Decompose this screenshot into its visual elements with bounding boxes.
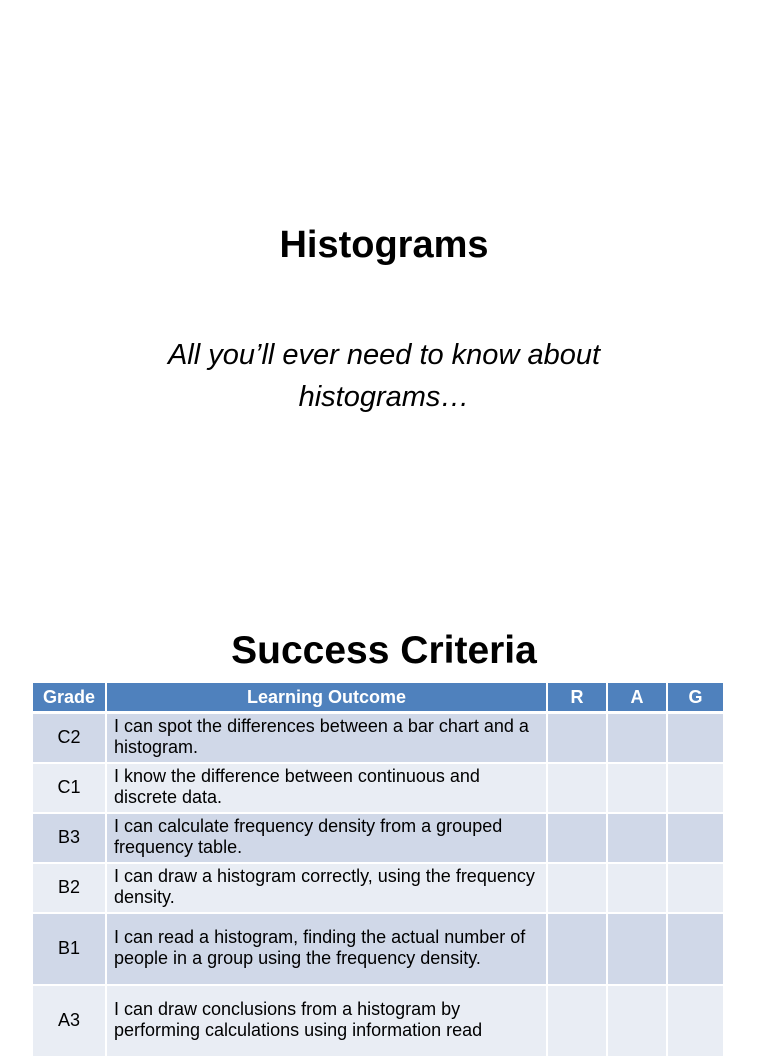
grade-cell: C2 bbox=[33, 713, 106, 763]
slide-subtitle: All you’ll ever need to know about histograms… bbox=[167, 339, 601, 413]
table-row bbox=[33, 863, 724, 913]
rag-r-cell bbox=[547, 813, 607, 863]
header-learning-outcome: Learning Outcome bbox=[106, 683, 547, 713]
rag-r-cell bbox=[547, 913, 607, 985]
outcome-cell: I can calculate frequency density from a grouped frequency table. bbox=[106, 813, 547, 863]
rag-a-cell bbox=[607, 985, 667, 1057]
outcome-cell: I can read a histogram, finding the actual number of people in a group using the frequency density. bbox=[106, 913, 547, 985]
rag-g-cell bbox=[667, 813, 724, 863]
table-row bbox=[33, 763, 724, 813]
slide-title: Histograms bbox=[279, 224, 489, 266]
table-row bbox=[33, 813, 724, 863]
grade-cell: B3 bbox=[33, 813, 106, 863]
rag-g-cell bbox=[667, 713, 724, 763]
header-g: G bbox=[667, 683, 724, 713]
rag-g-cell bbox=[667, 863, 724, 913]
rag-a-cell bbox=[607, 763, 667, 813]
table-row bbox=[33, 713, 724, 763]
rag-r-cell bbox=[547, 863, 607, 913]
table-row bbox=[33, 913, 724, 985]
outcome-cell: I can spot the differences between a bar chart and a histogram. bbox=[106, 713, 547, 763]
header-grade: Grade bbox=[33, 683, 106, 713]
header-r: R bbox=[547, 683, 607, 713]
rag-g-cell bbox=[667, 913, 724, 985]
table-header-row bbox=[33, 683, 724, 713]
rag-a-cell bbox=[607, 813, 667, 863]
rag-g-cell bbox=[667, 763, 724, 813]
rag-a-cell bbox=[607, 863, 667, 913]
outcome-cell: I can draw a histogram correctly, using the frequency density. bbox=[106, 863, 547, 913]
success-criteria-title: Success Criteria bbox=[231, 629, 537, 672]
rag-r-cell bbox=[547, 713, 607, 763]
grade-cell: B1 bbox=[33, 913, 106, 985]
rag-a-cell bbox=[607, 913, 667, 985]
header-a: A bbox=[607, 683, 667, 713]
grade-cell: C1 bbox=[33, 763, 106, 813]
outcome-cell: I can draw conclusions from a histogram by performing calculations using information read bbox=[106, 985, 547, 1057]
rag-a-cell bbox=[607, 713, 667, 763]
table-row bbox=[33, 985, 724, 1057]
grade-cell: A3 bbox=[33, 985, 106, 1057]
success-criteria-table bbox=[33, 683, 725, 1058]
outcome-cell: I know the difference between continuous and discrete data. bbox=[106, 763, 547, 813]
grade-cell: B2 bbox=[33, 863, 106, 913]
rag-r-cell bbox=[547, 985, 607, 1057]
rag-r-cell bbox=[547, 763, 607, 813]
rag-g-cell bbox=[667, 985, 724, 1057]
